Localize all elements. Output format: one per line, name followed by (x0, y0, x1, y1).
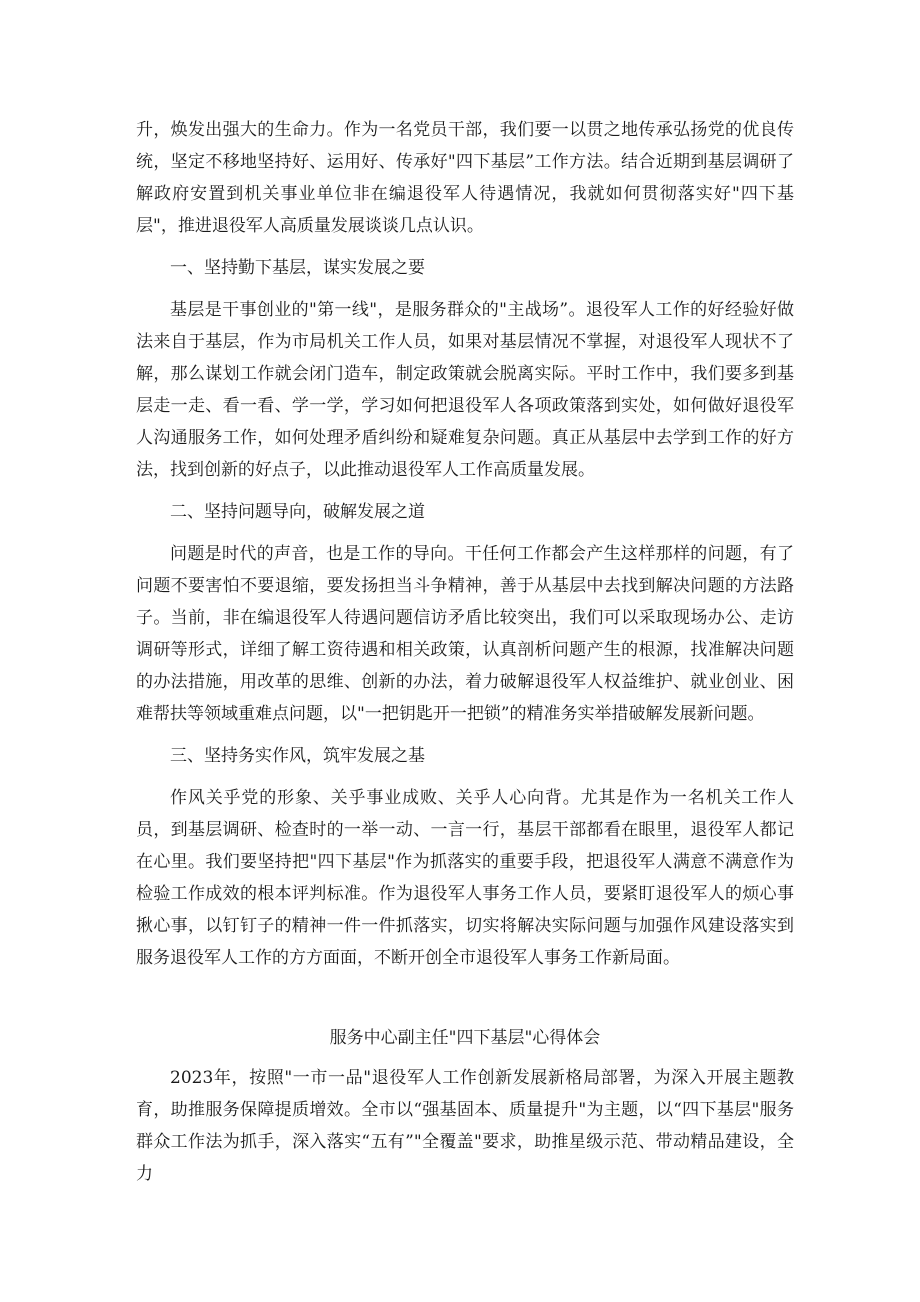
document-page (136, 114, 794, 1200)
article1-intro-paragraph: 升，焕发出强大的生命力。作为一名党员干部，我们要一以贯之地传承弘扬党的优良传统，坚定不移地坚持好、运用好、传承好"四下基层”工作方法。结合近期到基层调研了解政府安置到机关事业单位非在编退役军人待遇情况，我就如何贯彻落实好"四下基层"，推进退役军人高质量发展谈谈几点认识。 (136, 120, 794, 236)
section-2-heading: 二、坚持问题导向，破解发展之道 (170, 502, 425, 522)
section-1-paragraph: 基层是干事创业的"第一线"，是服务群众的"主战场”。退役军人工作的好经验好做法来自于基层，作为市局机关工作人员，如果对基层情况不掌握，对退役军人现状不了解，那么谋划工作就会闭门造车，制定政策就会脱离实际。平时工作中，我们要多到基层走一走、看一看、学一学，学习如何把退役军人各项政策落到实处，如何做好退役军人沟通服务工作，如何处理矛盾纠纷和疑难复杂问题。真正从基层中去学到工作的好方法，找到创新的好点子，以此推动退役军人工作高质量发展。 (136, 300, 794, 480)
article2-title: 服务中心副主任"四下基层"心得体会 (329, 1028, 601, 1048)
section-2-paragraph: 问题是时代的声音，也是工作的导向。干任何工作都会产生这样那样的问题，有了问题不要害怕不要退缩，要发扬担当斗争精神，善于从基层中去找到解决问题的方法路子。当前，非在编退役军人待遇问题信访矛盾比较突出，我们可以采取现场办公、走访调研等形式，详细了解工资待遇和相关政策，认真剖析问题产生的根源，找准解决问题的办法措施，用改革的思维、创新的办法，着力破解退役军人权益维护、就业创业、困难帮扶等领域重难点问题，以"一把钥匙开一把锁”的精准务实举措破解发展新问题。 (136, 544, 794, 724)
section-3-heading: 三、坚持务实作风，筑牢发展之基 (170, 746, 425, 766)
section-1-heading: 一、坚持勤下基层，谋实发展之要 (170, 258, 425, 278)
article2-intro-paragraph: 2023年，按照"一市一品"退役军人工作创新发展新格局部署，为深入开展主题教育，助推服务保障提质增效。全市以“强基固本、质量提升"为主题，以“四下基层"服务群众工作法为抓手，深入落实“五有”"全覆盖"要求，助推星级示范、带动精品建设，全力 (136, 1068, 794, 1184)
section-3-paragraph: 作风关乎党的形象、关乎事业成败、关乎人心向背。尤其是作为一名机关工作人员，到基层调研、检查时的一举一动、一言一行，基层干部都看在眼里，退役军人都记在心里。我们要坚持把"四下基层"作为抓落实的重要手段，把退役军人满意不满意作为检验工作成效的根本评判标准。作为退役军人事务工作人员，要紧盯退役军人的烦心事揪心事，以钉钉子的精神一件一件抓落实，切实将解决实际问题与加强作风建设落实到服务退役军人工作的方方面面，不断开创全市退役军人事务工作新局面。 (136, 788, 794, 968)
